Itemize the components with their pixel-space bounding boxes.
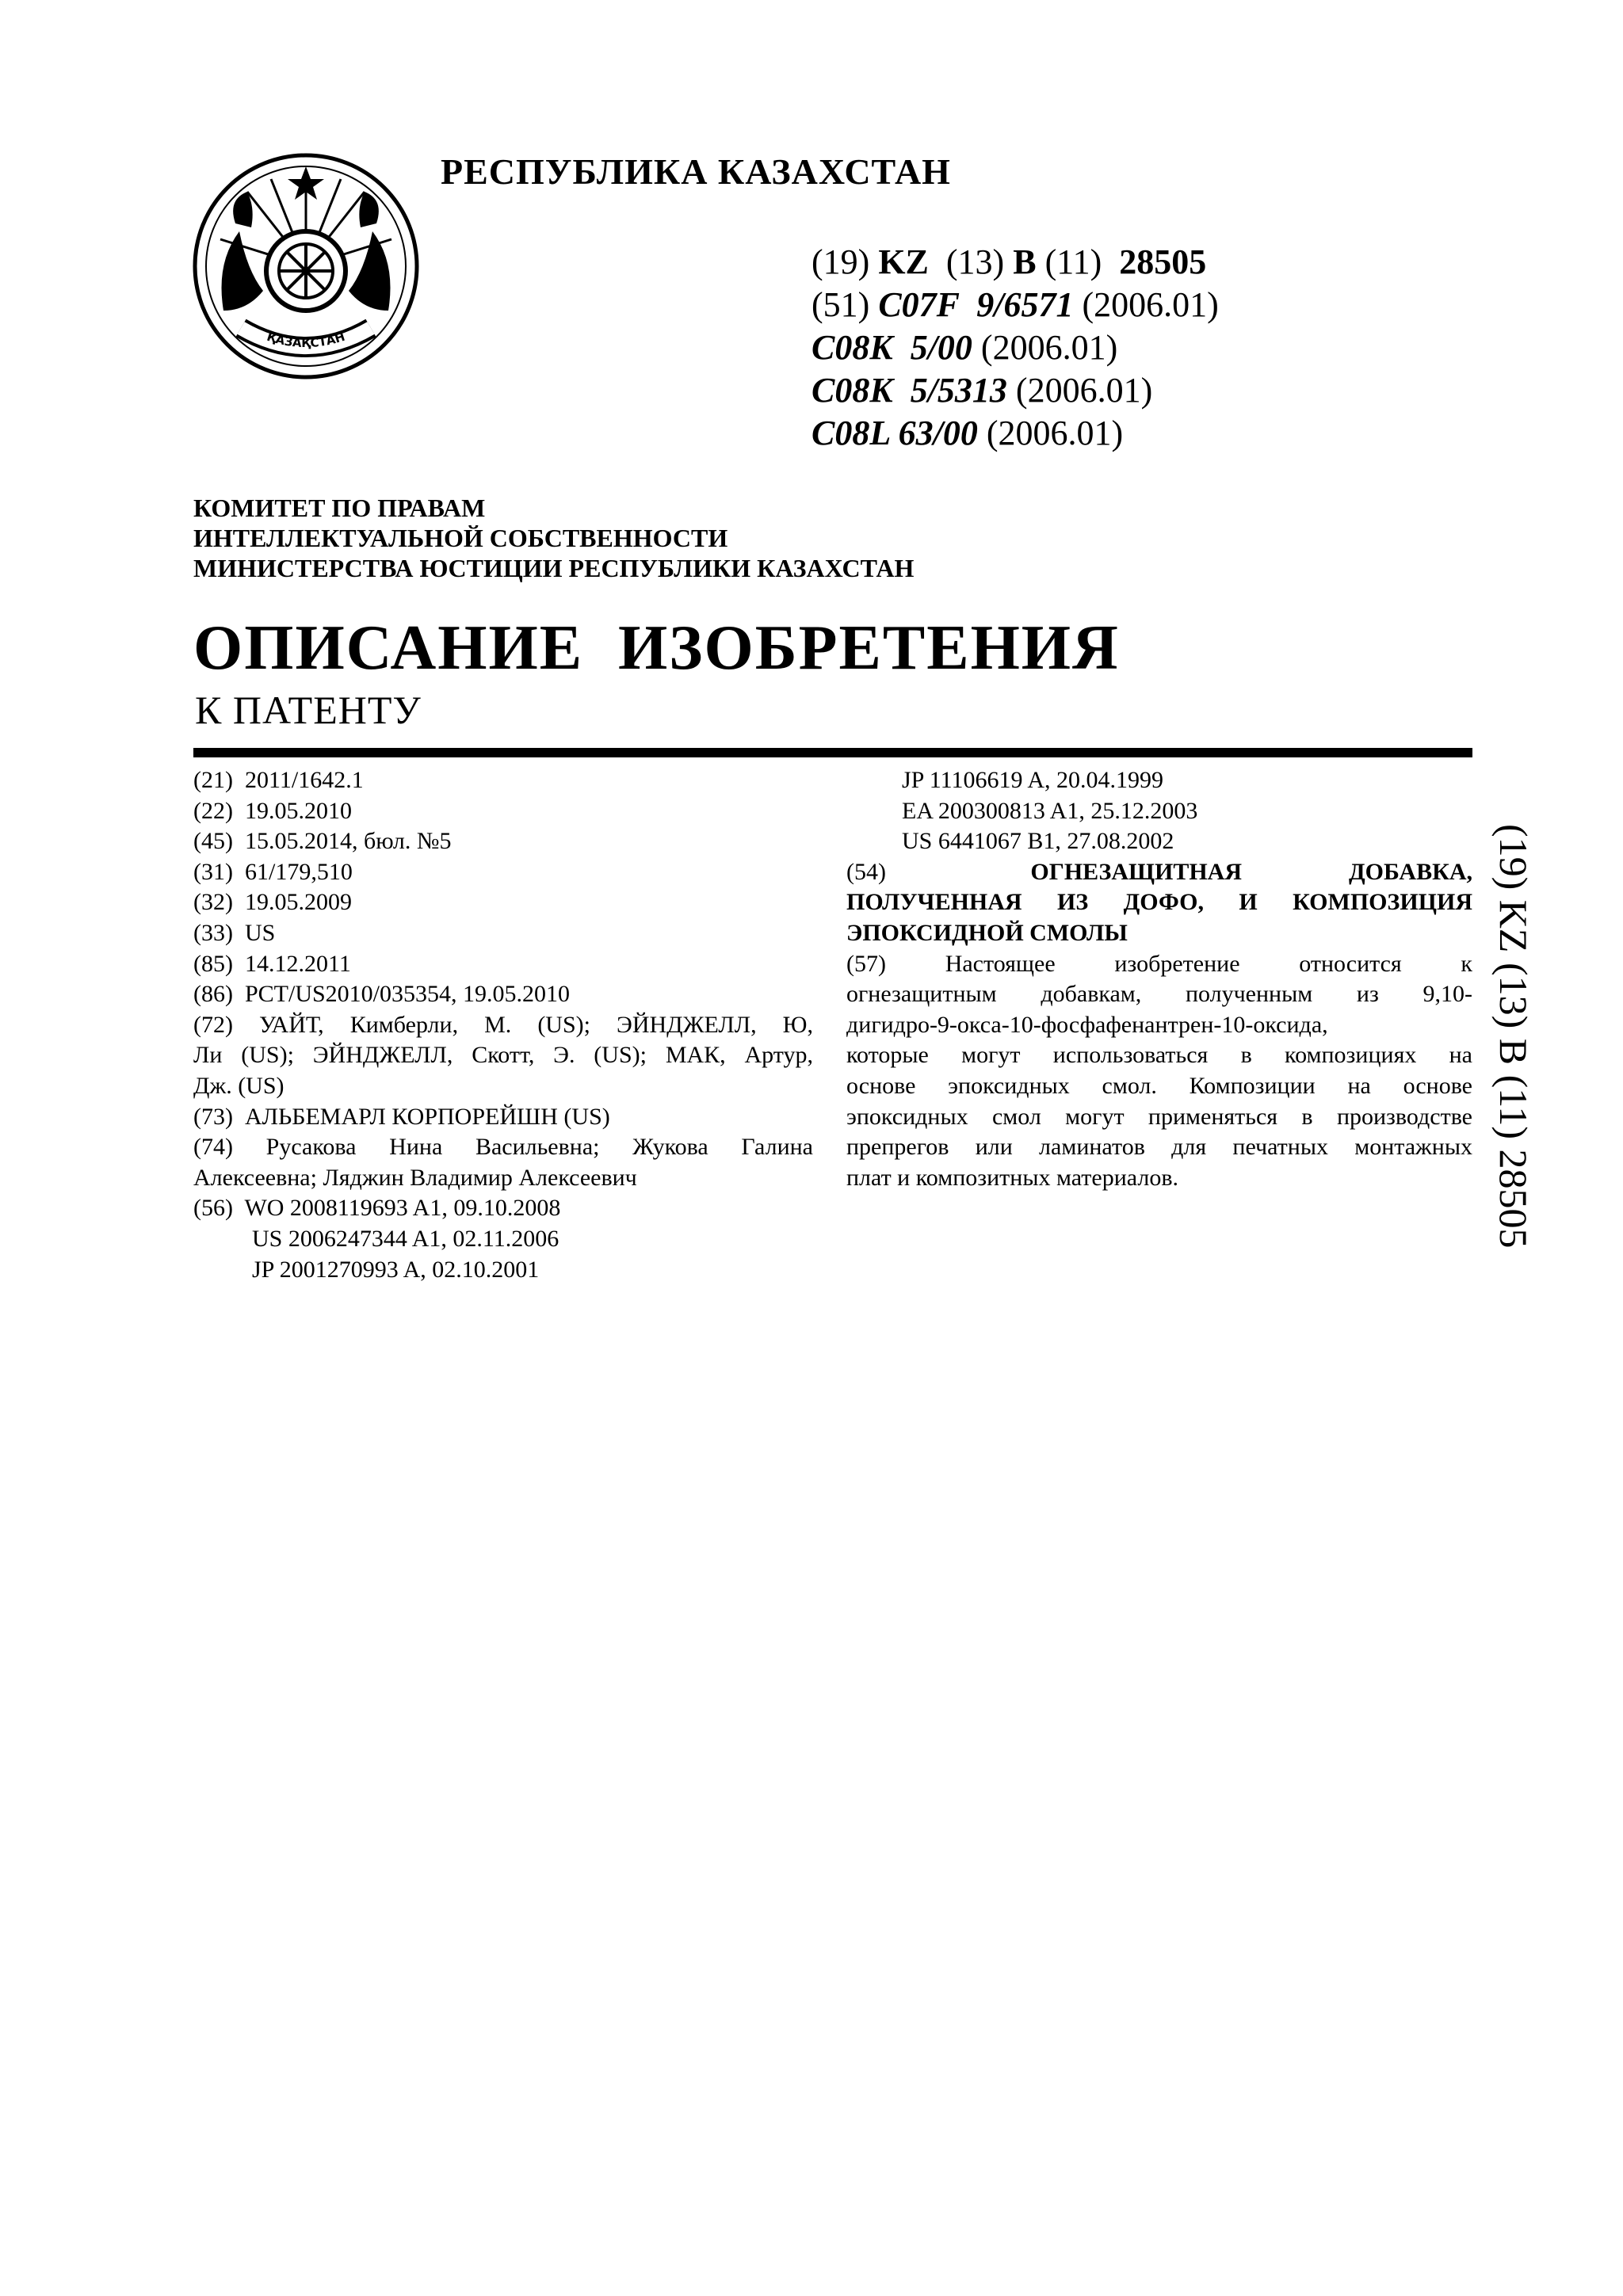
ipc-code: C08K 5/5313 (812, 371, 1007, 410)
invention-title-line: ОГНЕЗАЩИТНАЯ ДОБАВКА, (1030, 858, 1472, 885)
ipc-row (812, 284, 1219, 326)
document-subtitle: К ПАТЕНТУ (195, 688, 422, 732)
abstract-line: которые могут использоваться в композициях на (846, 1042, 1472, 1069)
committee-line: КОМИТЕТ ПО ПРАВАМ (193, 494, 486, 522)
publication-codes (812, 241, 1219, 284)
ipc-version: (2006.01) (1006, 371, 1153, 410)
ipc-row (812, 326, 1219, 369)
field-32: (32) 19.05.2009 (193, 889, 352, 916)
ipc-code: C08K 5/00 (812, 328, 972, 367)
invention-title-line: ЭПОКСИДНОЙ СМОЛЫ (846, 919, 1128, 946)
inid-19: (19) (812, 242, 870, 281)
inid-13: (13) (945, 242, 1005, 281)
abstract-line: эпоксидных смол могут применяться в производстве (846, 1103, 1472, 1130)
document-title: ОПИСАНИЕ ИЗОБРЕТЕНИЯ (193, 613, 1120, 683)
abstract-line: огнезащитным добавкам, полученным из 9,10- (846, 981, 1472, 1008)
document-codes (812, 241, 1219, 455)
emblem-text: ҚАЗАҚСТАН (265, 329, 347, 351)
field-72-inventors: Ли (US); ЭЙНДЖЕЛЛ, Скотт, Э. (US); МАК, Артур, (193, 1042, 813, 1069)
reference-item: JP 11106619 A, 20.04.1999 (902, 767, 1164, 793)
committee-name (193, 493, 914, 583)
ipc-code: C08L 63/00 (812, 414, 978, 452)
abstract-line: препрегов или ламинатов для печатных монтажных (846, 1134, 1472, 1161)
field-72-inventors: (72) УАЙТ, Кимберли, М. (US); ЭЙНДЖЕЛЛ, Ю, (193, 1011, 813, 1038)
header-rule (193, 748, 1472, 757)
committee-line: ИНТЕЛЛЕКТУАЛЬНОЙ СОБСТВЕННОСТИ (193, 524, 728, 552)
field-22: (22) 19.05.2010 (193, 797, 352, 824)
country-code: KZ (878, 242, 929, 281)
field-33: (33) US (193, 919, 276, 946)
invention-title-line: ПОЛУЧЕННАЯ ИЗ ДОФО, И КОМПОЗИЦИЯ (846, 889, 1472, 916)
side-publication-code: (19) KZ (13) B (11) 28505 (1491, 824, 1536, 1249)
ipc-row (812, 369, 1219, 412)
abstract-column (846, 765, 1472, 1193)
inid-51: (51) (812, 285, 870, 324)
bibliographic-data (193, 765, 813, 1285)
abstract-line: плат и композитных материалов. (846, 1164, 1178, 1191)
field-72-inventors: Дж. (US) (193, 1072, 285, 1099)
ipc-version: (2006.01) (977, 414, 1124, 452)
state-emblem (192, 152, 420, 380)
field-85: (85) 14.12.2011 (193, 950, 351, 977)
field-31: (31) 61/179,510 (193, 858, 353, 885)
ipc-row (812, 412, 1219, 455)
abstract-line: основе эпоксидных смол. Композиции на основе (846, 1072, 1472, 1099)
country-title: РЕСПУБЛИКА КАЗАХСТАН (441, 151, 951, 192)
abstract-line: (57) Настоящее изобретение относится к (846, 950, 1472, 977)
inid-11: (11) (1044, 242, 1102, 281)
ipc-code: C07F 9/6571 (878, 285, 1074, 324)
patent-number: 28505 (1119, 242, 1207, 281)
ipc-version: (2006.01) (972, 328, 1118, 367)
field-56-references: (56) WO 2008119693 A1, 09.10.2008 (193, 1195, 561, 1222)
field-56-references: JP 2001270993 A, 02.10.2001 (252, 1256, 540, 1283)
field-45: (45) 15.05.2014, бюл. №5 (193, 828, 452, 855)
committee-line: МИНИСТЕРСТВА ЮСТИЦИИ РЕСПУБЛИКИ КАЗАХСТАН (193, 554, 915, 582)
abstract-line: дигидро-9-окса-10-фосфафенантрен-10-оксида, (846, 1011, 1328, 1038)
ipc-version: (2006.01) (1073, 285, 1219, 324)
reference-item: EA 200300813 A1, 25.12.2003 (902, 797, 1198, 824)
field-74-attorney: Алексеевна; Ляджин Владимир Алексеевич (193, 1164, 637, 1191)
reference-item: US 6441067 B1, 27.08.2002 (902, 828, 1174, 855)
field-73-assignee: (73) АЛЬБЕМАРЛ КОРПОРЕЙШН (US) (193, 1103, 610, 1130)
kind-code: B (1013, 242, 1037, 281)
invention-title (846, 857, 1472, 888)
field-74-attorney: (74) Русакова Нина Васильевна; Жукова Галина (193, 1134, 813, 1161)
field-56-references: US 2006247344 A1, 02.11.2006 (252, 1225, 559, 1252)
field-86: (86) PCT/US2010/035354, 19.05.2010 (193, 981, 571, 1008)
field-21: (21) 2011/1642.1 (193, 767, 364, 793)
inid-54: (54) (846, 858, 886, 885)
